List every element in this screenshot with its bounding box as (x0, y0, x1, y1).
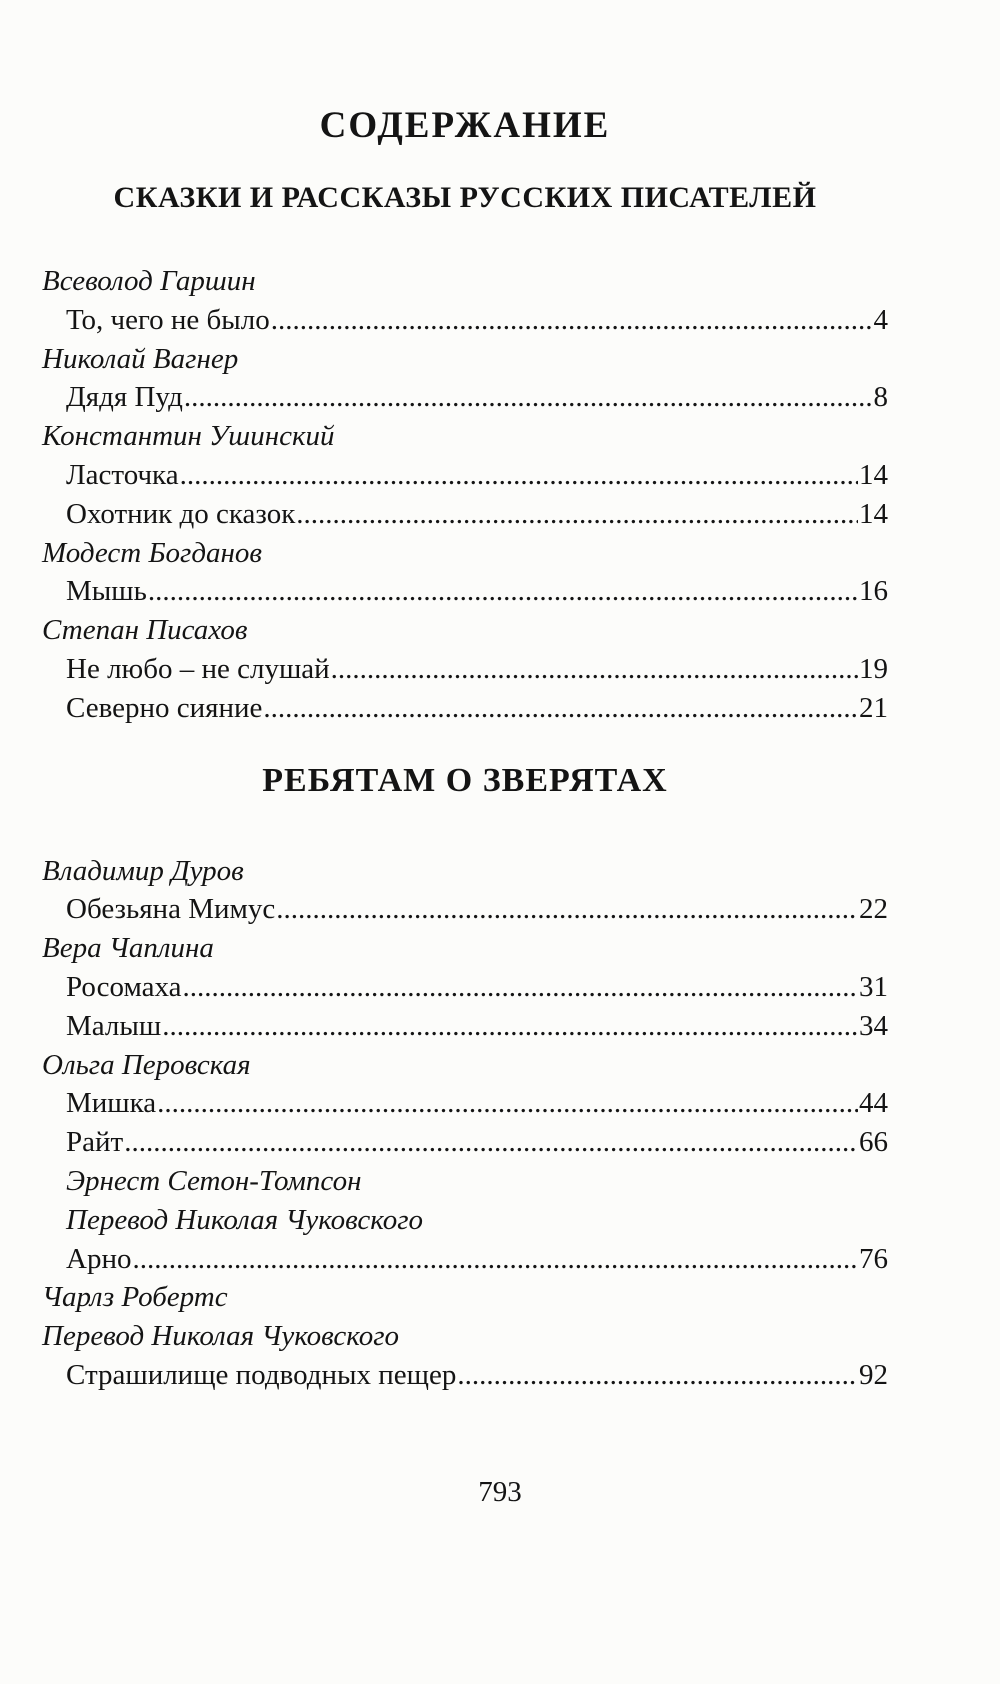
toc-entry-line (42, 572, 888, 611)
toc-entry-title: Охотник до сказок (66, 497, 296, 530)
toc-entry-page: 34 (859, 1009, 888, 1042)
dot-leader (271, 301, 873, 340)
toc-entry-title: Малыш (66, 1009, 162, 1042)
section-heading-2: РЕБЯТАМ О ЗВЕРЯТАХ (262, 761, 668, 799)
toc-entry-page: 22 (859, 893, 888, 926)
toc-author-line (42, 1278, 888, 1317)
toc-author: Владимир Дуров (42, 854, 244, 887)
toc-entry-line (42, 890, 888, 929)
toc-entry-line (42, 378, 888, 417)
toc-entry-page: 92 (859, 1358, 888, 1391)
dot-leader (296, 495, 858, 534)
toc-entry-page: 44 (859, 1087, 888, 1120)
dot-leader (184, 378, 873, 417)
toc-author-line (42, 417, 888, 456)
toc-entry-line (42, 1007, 888, 1046)
dot-leader (132, 1240, 858, 1279)
toc-entry-line (42, 650, 888, 689)
toc-entry-title: Мишка (66, 1087, 157, 1120)
toc-entry-line (42, 495, 888, 534)
toc-entry-line (42, 1123, 888, 1162)
toc-entry-page: 8 (873, 381, 888, 414)
toc-author: Чарлз Робертс (42, 1281, 228, 1314)
toc-entry-line (42, 1240, 888, 1279)
toc-entry-title: Северно сияние (66, 691, 263, 724)
toc-entry-page: 19 (859, 652, 888, 685)
toc-author-line (42, 929, 888, 968)
dot-leader (148, 572, 858, 611)
toc-entry-title: Райт (66, 1126, 124, 1159)
toc-entry-page: 66 (859, 1126, 888, 1159)
toc-translator-line (42, 1201, 888, 1240)
toc-entry-title: Дядя Пуд (66, 381, 183, 414)
toc-author: Степан Писахов (42, 614, 248, 647)
toc-entry-line (42, 301, 888, 340)
toc-entry-page: 14 (859, 497, 888, 530)
toc-entry-title: То, чего не было (66, 303, 270, 336)
toc-translator-line (42, 1317, 888, 1356)
toc-author: Ольга Перовская (42, 1048, 251, 1081)
toc-entry-title: Страшилище подводных пещер (66, 1358, 457, 1391)
dot-leader (276, 890, 858, 929)
toc-entry-page: 21 (859, 691, 888, 724)
toc-entry-page: 14 (859, 458, 888, 491)
toc-entry-line (42, 1356, 888, 1395)
toc-entry-title: Росомаха (66, 970, 182, 1003)
toc-section-1 (42, 262, 888, 728)
toc-entry-page: 76 (859, 1242, 888, 1275)
toc-entry-title: Обезьяна Мимус (66, 893, 276, 926)
toc-author: Вера Чаплина (42, 932, 214, 965)
toc-author-line (42, 1162, 888, 1201)
dot-leader (263, 689, 858, 728)
toc-entry-page: 31 (859, 970, 888, 1003)
toc-author-line (42, 340, 888, 379)
toc-author: Модест Богданов (42, 536, 263, 569)
dot-leader (331, 650, 858, 689)
toc-author: Константин Ушинский (42, 420, 335, 453)
toc-author-line (42, 262, 888, 301)
dot-leader (157, 1084, 858, 1123)
toc-author-line (42, 852, 888, 891)
toc-entry-line (42, 968, 888, 1007)
toc-author-line (42, 611, 888, 650)
toc-author-line (42, 1046, 888, 1085)
section-heading-1: СКАЗКИ И РАССКАЗЫ РУССКИХ ПИСАТЕЛЕЙ (113, 181, 817, 214)
toc-author-line (42, 534, 888, 573)
dot-leader (162, 1007, 858, 1046)
toc-entry-line (42, 456, 888, 495)
dot-leader (124, 1123, 858, 1162)
toc-section-2 (42, 852, 888, 1395)
toc-entry-title: Арно (66, 1242, 132, 1275)
toc-entry-page: 16 (859, 575, 888, 608)
toc-translator: Перевод Николая Чуковского (42, 1320, 400, 1353)
dot-leader (182, 968, 858, 1007)
toc-entry-title: Не любо – не слушай (66, 652, 330, 685)
dot-leader (180, 456, 858, 495)
toc-entry-title: Мышь (66, 575, 147, 608)
toc-author: Эрнест Сетон-Томпсон (66, 1164, 362, 1197)
dot-leader (457, 1356, 858, 1395)
toc-entry-line (42, 1084, 888, 1123)
toc-author: Всеволод Гаршин (42, 265, 256, 297)
page-title: СОДЕРЖАНИЕ (319, 105, 611, 146)
folio-page-number: 793 (478, 1476, 522, 1509)
toc-entry-line (42, 689, 888, 728)
toc-entry-title: Ласточка (66, 458, 179, 491)
toc-author: Николай Вагнер (42, 342, 239, 375)
toc-translator: Перевод Николая Чуковского (66, 1203, 424, 1236)
toc-entry-page: 4 (873, 303, 888, 336)
